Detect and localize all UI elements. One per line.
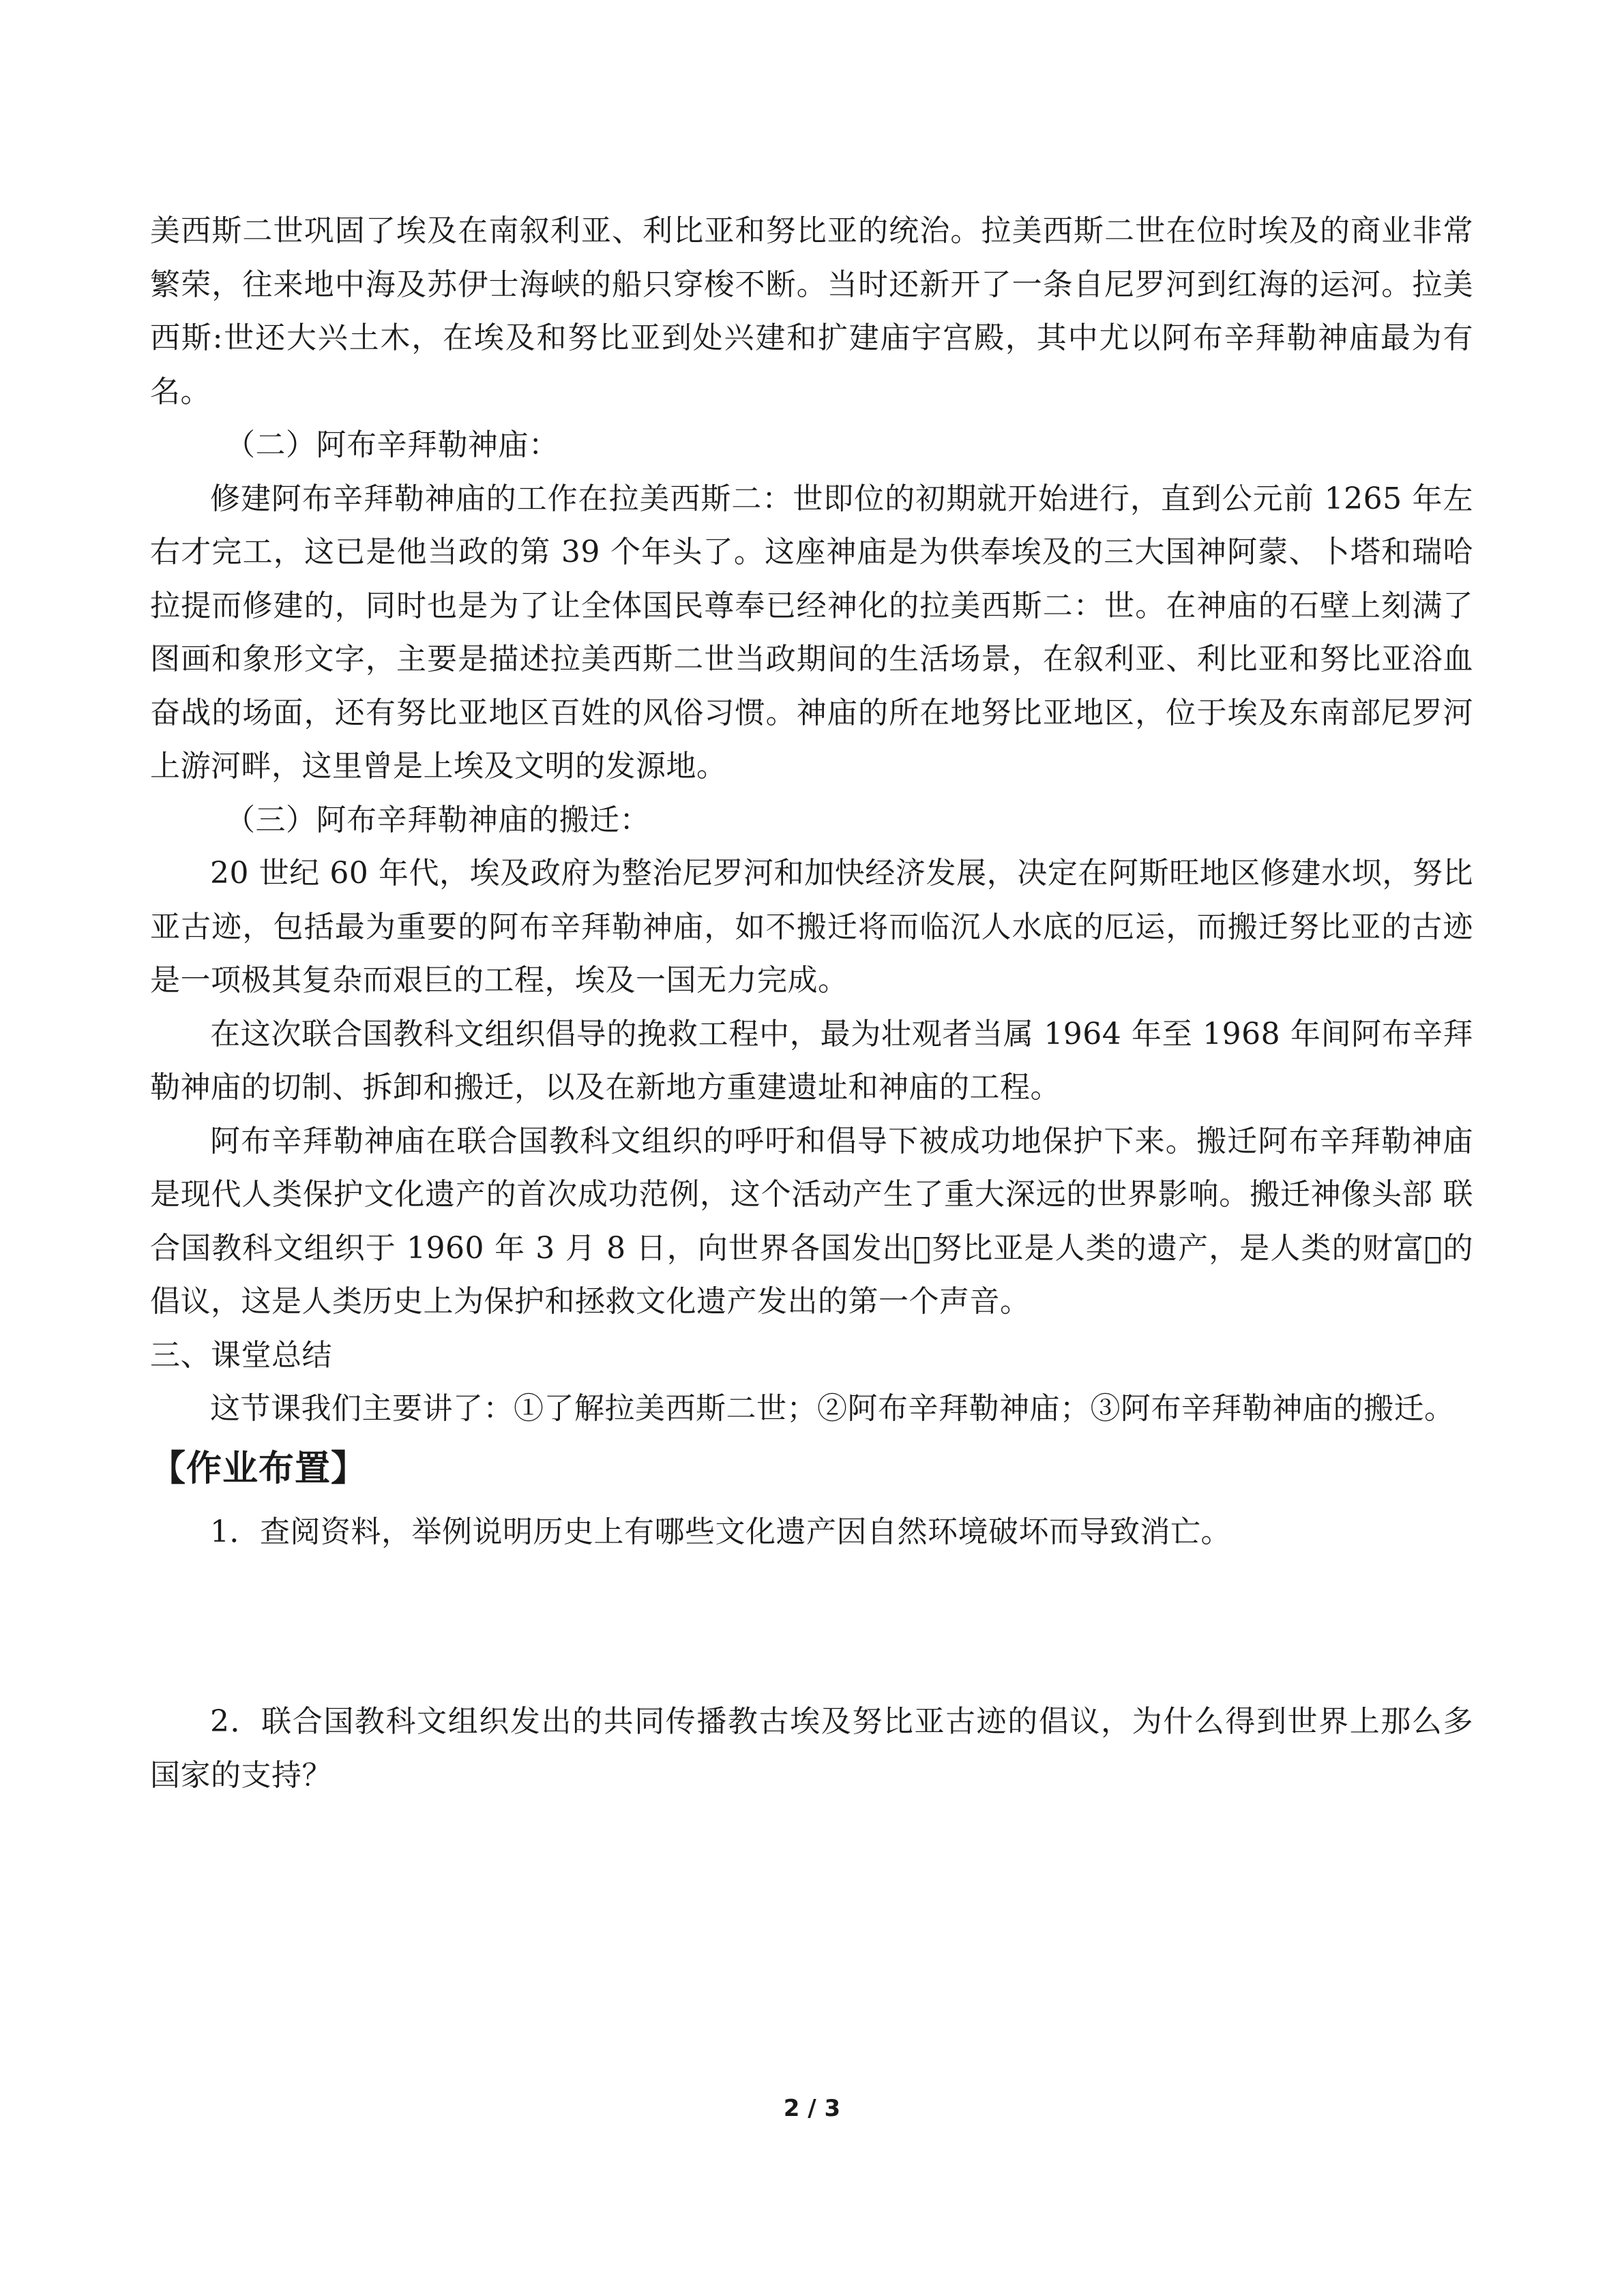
paragraph-ramses-reign: 美西斯二世巩固了埃及在南叙利亚、利比亚和努比亚的统治。拉美西斯二世在位时埃及的商业非常繁荣，往来地中海及苏伊士海峡的船只穿梭不断。当时还新开了一条自尼罗河到红海的运河。拉美西斯:世还大兴土木，在埃及和努比亚到处兴建和扩建庙宇宫殿，其中尤以阿布辛拜勒神庙最为有名。 xyxy=(150,213,1473,409)
homework-question-1: 1．查阅资料，举例说明历史上有哪些文化遗产因自然环境破坏而导致消亡。 xyxy=(210,1514,1231,1549)
paragraph-unesco-appeal: 阿布辛拜勒神庙在联合国教科文组织的呼吁和倡导下被成功地保护下来。搬迁阿布辛拜勒神庙是现代人类保护文化遗产的首次成功范例，这个活动产生了重大深远的世界影响。搬迁神像头部 联合国教科文组织于 1960 年 3 月 8 日，向世界各国发出􀀀努比亚是人类的遗产，是人类的财富􀀀的倡议，这是人类历史上为保护和拯救文化遗产发出的第一个声音。 xyxy=(150,1123,1473,1319)
section-title-temple: （二）阿布辛拜勒神庙： xyxy=(225,428,559,462)
homework-heading: 【作业布置】 xyxy=(150,1448,368,1489)
page-number: 2 / 3 xyxy=(783,2095,841,2122)
document-body xyxy=(150,205,1473,1802)
paragraph-summary: 这节课我们主要讲了：①了解拉美西斯二世；②阿布辛拜勒神庙；③阿布辛拜勒神庙的搬迁。 xyxy=(210,1391,1455,1426)
paragraph-dam-project: 20 世纪 60 年代，埃及政府为整治尼罗河和加快经济发展，决定在阿斯旺地区修建水坝，努比亚古迹，包括最为重要的阿布辛拜勒神庙，如不搬迁将而临沉人水底的厄运，而搬迁努比亚的古迹是一项极其复杂而艰巨的工程，埃及一国无力完成。 xyxy=(150,856,1473,998)
homework-question-2: 2．联合国教科文组织发出的共同传播教古埃及努比亚古迹的倡议，为什么得到世界上那么多国家的支持？ xyxy=(150,1704,1473,1793)
section-title-relocation: （三）阿布辛拜勒神庙的搬迁： xyxy=(225,802,650,837)
answer-space xyxy=(150,1559,1473,1695)
paragraph-temple-construction: 修建阿布辛拜勒神庙的工作在拉美西斯二：世即位的初期就开始进行，直到公元前 1265 年左右才完工，这已是他当政的第 39 个年头了。这座神庙是为供奉埃及的三大国神阿蒙、卜塔和瑞哈拉提而修建的，同时也是为了让全体国民尊奉已经神化的拉美西斯二：世。在神庙的石壁上刻满了图画和象形文字，主要是描述拉美西斯二世当政期间的生活场景，在叙利亚、利比亚和努比亚浴血奋战的场面，还有努比亚地区百姓的风俗习惯。神庙的所在地努比亚地区，位于埃及东南部尼罗河上游河畔，这里曾是上埃及文明的发源地。 xyxy=(150,481,1473,784)
paragraph-rescue-project: 在这次联合国教科文组织倡导的挽救工程中，最为壮观者当属 1964 年至 1968 年间阿布辛拜勒神庙的切制、拆卸和搬迁，以及在新地方重建遗址和神庙的工程。 xyxy=(150,1016,1473,1105)
section-title-summary: 三、课堂总结 xyxy=(150,1337,332,1373)
